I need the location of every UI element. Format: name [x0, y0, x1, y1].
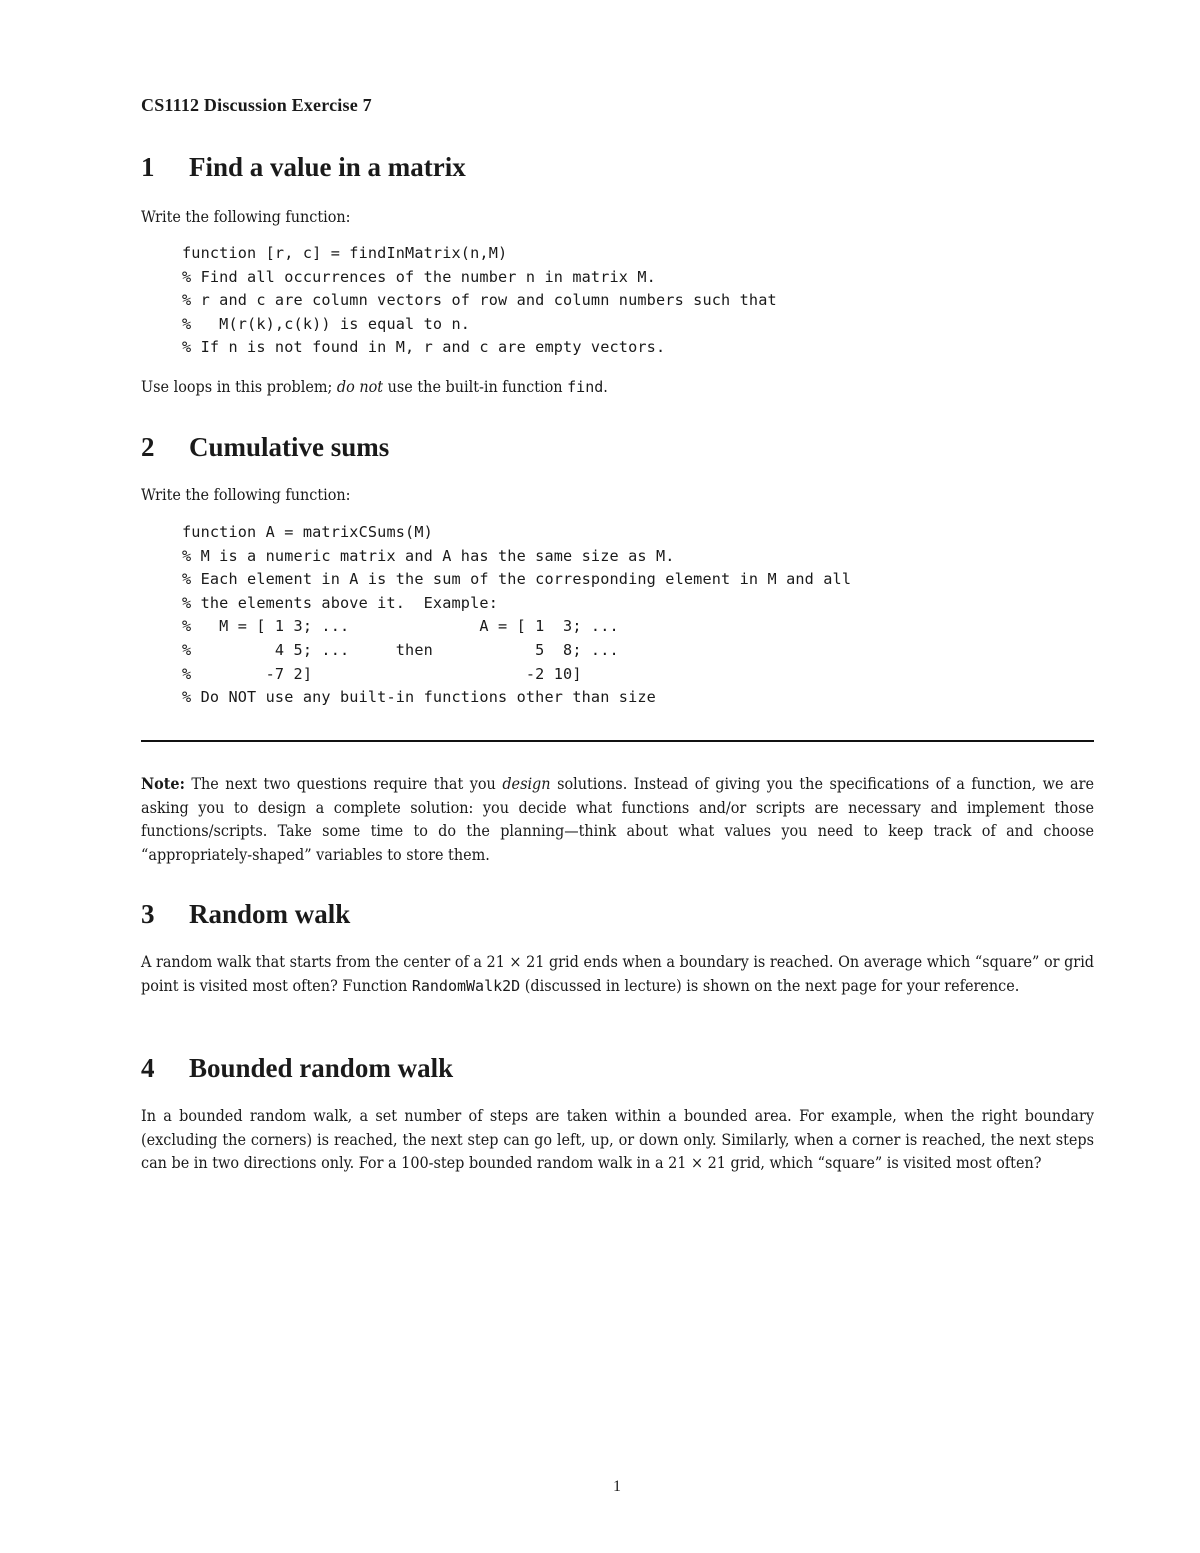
note-text-2: solutions. Instead of giving you the specifications of a function, we are asking you to design a complete solution: you decide what functions and/or scripts are necessary and implement those functions/scripts. Take some time to do the planning—think about what values you need to keep track of and choose “appropriately-shaped” variables to store them.: [141, 774, 1095, 864]
section-3-title: Random walk: [189, 899, 351, 929]
section-3-code: RandomWalk2D: [411, 976, 521, 995]
note-emphasis: design: [502, 774, 551, 793]
section-2-heading: [141, 432, 389, 463]
section-1-instruction-code: find: [567, 378, 604, 396]
section-1-number: 1: [141, 152, 155, 182]
section-3-number: 3: [141, 899, 155, 929]
section-4-heading: [141, 1053, 453, 1084]
section-4-title: Bounded random walk: [189, 1053, 454, 1083]
horizontal-rule: [141, 740, 1094, 742]
section-2-number: 2: [141, 432, 155, 462]
page-number: 1: [613, 1478, 621, 1495]
note-label: Note:: [141, 774, 185, 793]
section-1-instruction: [141, 375, 608, 400]
section-3-heading: [141, 899, 350, 930]
section-4-number: 4: [141, 1053, 155, 1083]
section-1-instruction-text: Use loops in this problem;: [141, 377, 337, 396]
section-1-instruction-end: .: [603, 377, 608, 396]
section-1-instruction-emphasis: do not: [336, 377, 384, 396]
document-title: CS1112 Discussion Exercise 7: [141, 95, 372, 115]
section-1-title: Find a value in a matrix: [189, 152, 466, 182]
section-3-paragraph: [141, 950, 1094, 998]
note-paragraph: [141, 772, 1094, 866]
section-3-text-2: (discussed in lecture) is shown on the next page for your reference.: [520, 975, 1020, 995]
section-2-intro: Write the following function:: [141, 485, 351, 504]
section-2-title: Cumulative sums: [189, 432, 390, 462]
section-4-paragraph: In a bounded random walk, a set number of steps are taken within a bounded area. For example, when the right boundary (excluding the corners) is reached, the next step can go left, up, or down only. Similarly, when a corner is reached, the next steps can be in two directions only. For a 100-step bounded random walk in a 21 × 21 grid, which “square” is visited most often?: [141, 1106, 1094, 1172]
section-1-instruction-text-2: use the built-in function: [383, 377, 568, 396]
section-3-text-1: A random walk that starts from the center of a 21 × 21 grid ends when a boundary is reached. On average which “square” or grid point is visited most often? Function: [141, 952, 1094, 995]
section-1-code-block: function [r, c] = findInMatrix(n,M) % Find all occurrences of the number n in matrix M. % r and c are column vectors of row and column numbers such that % M(r(k),c(k)) is equal to n. % If n is not found in M, r and c are empty vectors.: [182, 244, 777, 357]
section-2-code-block: function A = matrixCSums(M) % M is a numeric matrix and A has the same size as M. % Each element in A is the sum of the corresponding element in M and all % the elements above it. Example: % M = [ 1 3; ... A = [ 1 3; ... % 4 5; ... then 5 8; ... % -7 2] -2 10] % Do NOT use any built-in functions other than size: [182, 523, 852, 707]
section-1-heading: [141, 152, 466, 183]
note-text-1: The next two questions require that you: [184, 774, 503, 793]
section-1-intro: Write the following function:: [141, 207, 351, 226]
